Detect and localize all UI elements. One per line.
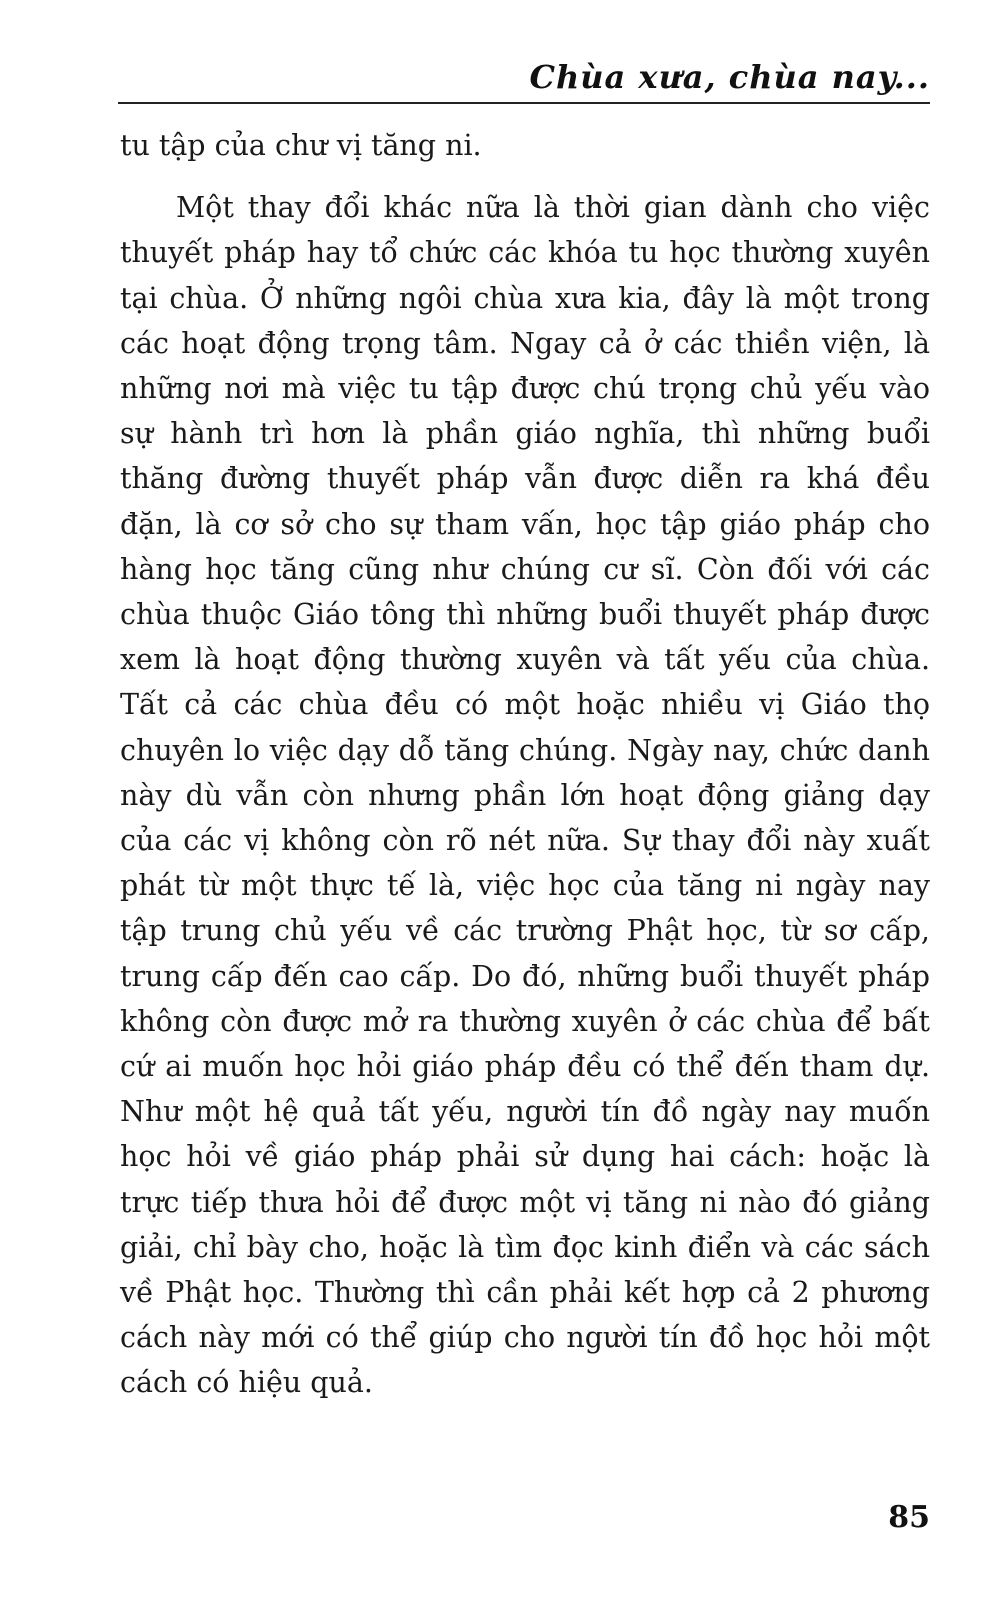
running-header (118, 48, 930, 104)
running-header-title: Chùa xưa, chùa nay... (529, 58, 930, 96)
body-text (120, 123, 930, 1406)
paragraph-continuation: tu tập của chư vị tăng ni. (120, 129, 482, 162)
page-number: 85 (888, 1500, 930, 1535)
paragraph-main: Một thay đổi khác nữa là thời gian dành cho việc thuyết pháp hay tổ chức các khóa tu học thường xuyên tại chùa. Ở những ngôi chùa xưa kia, đây là một trong các hoạt động trọng tâm. Ngay cả ở các thiền viện, là những nơi mà việc tu tập được chú trọng chủ yếu vào sự hành trì hơn là phần giáo nghĩa, thì những buổi thăng đường thuyết pháp vẫn được diễn ra khá đều đặn, là cơ sở cho sự tham vấn, học tập giáo pháp cho hàng học tăng cũng như chúng cư sĩ. Còn đối với các chùa thuộc Giáo tông thì những buổi thuyết pháp được xem là hoạt động thường xuyên và tất yếu của chùa. Tất cả các chùa đều có một hoặc nhiều vị Giáo thọ chuyên lo việc dạy dỗ tăng chúng. Ngày nay, chức danh này dù vẫn còn nhưng phần lớn hoạt động giảng dạy của các vị không còn rõ nét nữa. Sự thay đổi này xuất phát từ một thực tế là, việc học của tăng ni ngày nay tập trung chủ yếu về các trường Phật học, từ sơ cấp, trung cấp đến cao cấp. Do đó, những buổi thuyết pháp không còn được mở ra thường xuyên ở các chùa để bất cứ ai muốn học hỏi giáo pháp đều có thể đến tham dự. Như một hệ quả tất yếu, người tín đồ ngày nay muốn học hỏi về giáo pháp phải sử dụng hai cách: hoặc là trực tiếp thưa hỏi để được một vị tăng ni nào đó giảng giải, chỉ bày cho, hoặc là tìm đọc kinh điển và các sách về Phật học. Thường thì cần phải kết hợp cả 2 phương cách này mới có thể giúp cho người tín đồ học hỏi một cách có hiệu quả. (120, 191, 930, 1400)
